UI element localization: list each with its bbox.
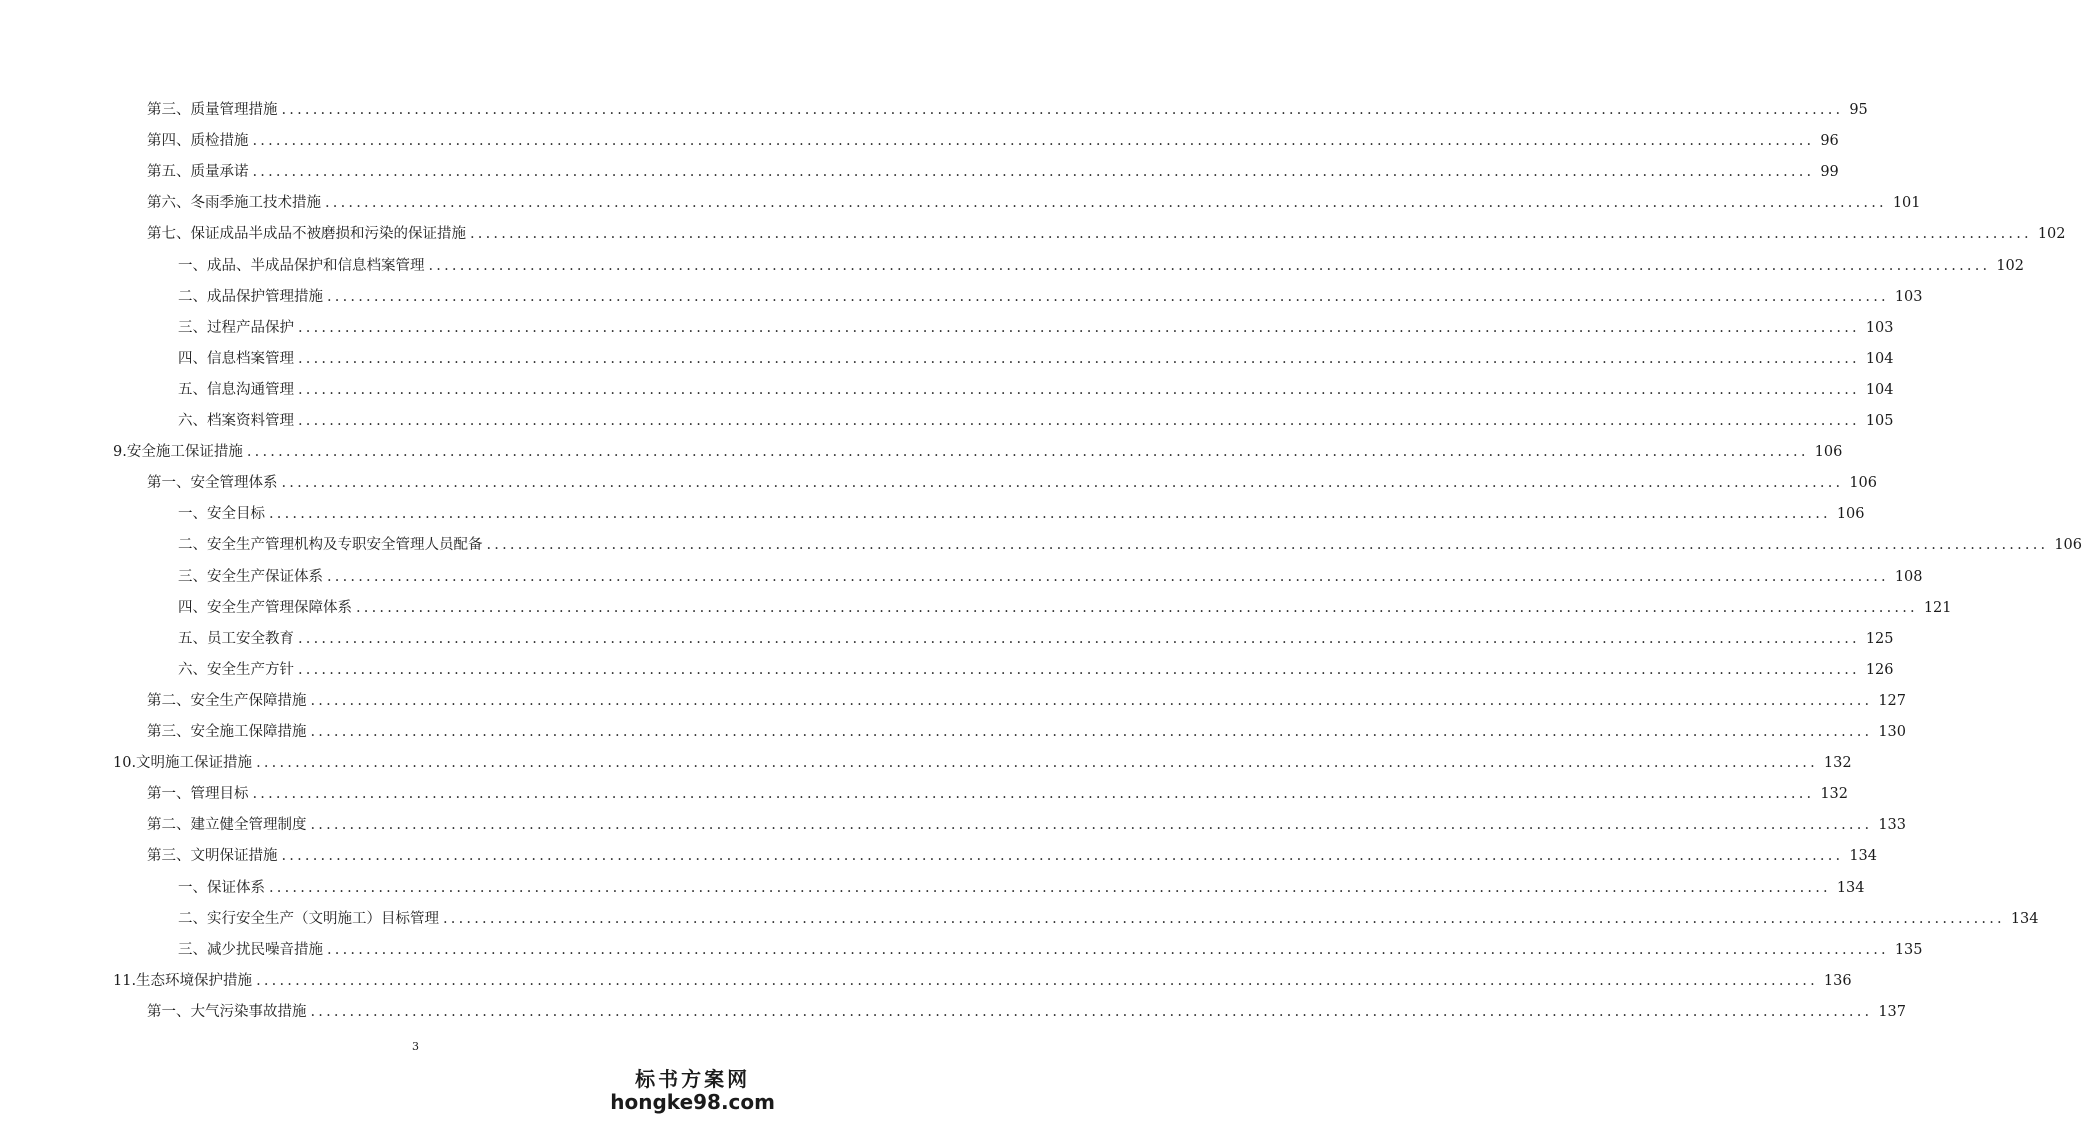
toc-dot-leader: ........................................................................................................................................................................................................ [256,972,1818,989]
toc-entry-page-number: 134 [1849,848,1878,865]
toc-entry[interactable] [147,473,1878,493]
toc-entry-page-number: 108 [1894,568,1923,585]
toc-entry-label: 一、安全目标 [178,506,265,523]
toc-entry-page-number: 125 [1865,630,1894,647]
toc-entry[interactable] [178,878,1865,898]
toc-dot-leader: ........................................................................................................................................................................................................ [310,724,1873,740]
toc-entry-page-number: 134 [1836,879,1865,896]
toc-entry-label: 四、信息档案管理 [178,350,294,367]
toc-entry[interactable] [178,504,1865,524]
toc-entry-label: 三、减少扰民噪音措施 [178,941,323,958]
toc-entry-page-number: 96 [1820,133,1839,150]
toc-entry-page-number: 106 [2054,537,2082,554]
toc-entry-label: 第三、质量管理措施 [147,102,278,118]
watermark-name: 标书方案网 [635,1067,751,1091]
toc-entry-label: 第二、建立健全管理制度 [147,817,307,834]
toc-entry[interactable] [178,660,1894,680]
toc-entry[interactable] [147,815,1907,835]
toc-entry-label: 第三、文明保证措施 [147,848,278,865]
toc-dot-leader: ........................................................................................................................................................................................................ [310,692,1873,709]
toc-entry[interactable] [178,535,2082,555]
toc-entry[interactable] [147,131,1839,151]
toc-dot-leader: ........................................................................................................................................................................................................ [281,102,1844,118]
toc-dot-leader: ........................................................................................................................................................................................................ [356,599,1918,616]
toc-entry[interactable] [178,318,1894,338]
toc-entry[interactable] [147,1002,1907,1022]
toc-entry-page-number: 134 [2010,910,2039,927]
toc-entry-label: 第六、冬雨季施工技术措施 [147,195,321,212]
watermark-url: hongke98.com [610,1090,775,1114]
toc-entry[interactable] [147,691,1907,711]
toc-entry[interactable] [113,442,1843,462]
toc-dot-leader: ........................................................................................................................................................................................................ [298,319,1860,336]
toc-dot-leader: ........................................................................................................................................................................................................ [428,257,1991,274]
toc-dot-leader: ........................................................................................................................................................................................................ [486,537,2049,554]
toc-entry[interactable] [113,753,1852,773]
toc-entry-label: 10.文明施工保证措施 [113,755,253,772]
watermark [610,1068,775,1114]
toc-dot-leader: ........................................................................................................................................................................................................ [252,133,1815,150]
toc-entry[interactable] [178,380,1894,400]
toc-entry-page-number: 127 [1878,692,1907,709]
toc-entry-page-number: 105 [1865,413,1894,429]
toc-dot-leader: ........................................................................................................................................................................................................ [281,848,1844,865]
toc-entry-page-number: 106 [1814,444,1843,461]
toc-dot-leader: ........................................................................................................................................................................................................ [298,350,1860,367]
toc-entry-page-number: 102 [2037,226,2066,243]
toc-entry-label: 第四、质检措施 [147,133,249,150]
toc-dot-leader: ........................................................................................................................................................................................................ [327,288,1889,305]
toc-entry-page-number: 132 [1823,755,1852,772]
toc-entry[interactable] [178,287,1923,307]
toc-entry-page-number: 136 [1823,972,1852,989]
toc-entry-page-number: 126 [1865,661,1894,678]
toc-dot-leader: ........................................................................................................................................................................................................ [327,568,1889,585]
toc-entry[interactable] [147,722,1907,742]
toc-dot-leader: ........................................................................................................................................................................................................ [298,381,1860,398]
toc-entry-page-number: 137 [1878,1003,1907,1020]
toc-dot-leader: ........................................................................................................................................................................................................ [252,786,1815,803]
toc-entry-label: 一、成品、半成品保护和信息档案管理 [178,257,425,274]
toc-entry[interactable] [113,971,1852,991]
toc-entry-label: 五、信息沟通管理 [178,381,294,398]
toc-dot-leader: ........................................................................................................................................................................................................ [298,630,1860,647]
toc-entry-label: 第一、管理目标 [147,786,249,803]
toc-entry[interactable] [178,940,1923,960]
toc-entry-label: 第三、安全施工保障措施 [147,724,307,740]
toc-dot-leader: ........................................................................................................................................................................................................ [281,475,1844,492]
toc-entry-page-number: 130 [1878,724,1907,740]
toc-dot-leader: ........................................................................................................................................................................................................ [298,661,1860,678]
toc-entry[interactable] [147,846,1878,866]
toc-entry[interactable] [147,224,2066,244]
toc-entry-label: 四、安全生产管理保障体系 [178,599,352,616]
toc-entry-page-number: 106 [1849,475,1878,492]
toc-entry[interactable] [178,411,1894,431]
toc-entry-label: 9.安全施工保证措施 [113,444,243,461]
toc-entry[interactable] [178,598,1952,618]
toc-entry-page-number: 101 [1892,195,1921,212]
toc-entry-page-number: 135 [1894,941,1923,958]
toc-entry-page-number: 102 [1996,257,2025,274]
toc-entry-label: 二、实行安全生产（文明施工）目标管理 [178,910,439,927]
toc-dot-leader: ........................................................................................................................................................................................................ [310,1003,1873,1020]
toc-entry[interactable] [178,629,1894,649]
toc-entry-label: 六、档案资料管理 [178,413,294,429]
toc-dot-leader: ........................................................................................................................................................................................................ [298,413,1860,429]
toc-entry-page-number: 103 [1894,288,1923,305]
toc-entry-page-number: 103 [1865,319,1894,336]
toc-dot-leader: ........................................................................................................................................................................................................ [269,879,1831,896]
toc-entry[interactable] [147,193,1921,213]
toc-entry[interactable] [147,784,1849,804]
toc-entry-label: 五、员工安全教育 [178,630,294,647]
toc-entry-page-number: 104 [1865,381,1894,398]
toc-dot-leader: ........................................................................................................................................................................................................ [327,941,1889,958]
toc-entry[interactable] [147,100,1868,120]
page-number: 3 [412,1040,419,1053]
toc-entry[interactable] [178,909,2039,929]
toc-entry[interactable] [178,567,1923,587]
toc-entry-label: 第七、保证成品半成品不被磨损和污染的保证措施 [147,226,466,243]
toc-entry-page-number: 104 [1865,350,1894,367]
toc-entry-label: 11.生态环境保护措施 [113,972,253,989]
toc-entry-page-number: 121 [1923,599,1952,616]
toc-entry-label: 第二、安全生产保障措施 [147,692,307,709]
toc-entry-label: 一、保证体系 [178,879,265,896]
toc-dot-leader: ........................................................................................................................................................................................................ [325,195,1887,212]
toc-dot-leader: ........................................................................................................................................................................................................ [252,164,1815,181]
toc-entry-page-number: 106 [1836,506,1865,523]
toc-entry-page-number: 133 [1878,817,1907,834]
toc-entry-label: 第一、安全管理体系 [147,475,278,492]
toc-entry-label: 第五、质量承诺 [147,164,249,181]
toc-dot-leader: ........................................................................................................................................................................................................ [310,817,1873,834]
toc-entry-page-number: 132 [1820,786,1849,803]
toc-entry-label: 三、过程产品保护 [178,319,294,336]
toc-dot-leader: ........................................................................................................................................................................................................ [470,226,2032,243]
toc-entry-label: 二、成品保护管理措施 [178,288,323,305]
toc-entry-page-number: 99 [1820,164,1839,181]
toc-dot-leader: ........................................................................................................................................................................................................ [443,910,2005,927]
toc-entry-label: 六、安全生产方针 [178,661,294,678]
toc-dot-leader: ........................................................................................................................................................................................................ [246,444,1809,461]
toc-entry-label: 第一、大气污染事故措施 [147,1003,307,1020]
toc-dot-leader: ........................................................................................................................................................................................................ [256,755,1818,772]
toc-dot-leader: ........................................................................................................................................................................................................ [269,506,1831,523]
toc-entry[interactable] [147,162,1839,182]
toc-entry-label: 二、安全生产管理机构及专职安全管理人员配备 [178,537,483,554]
toc-entry[interactable] [178,256,2025,276]
toc-entry[interactable] [178,349,1894,369]
toc-entry-label: 三、安全生产保证体系 [178,568,323,585]
toc-entry-page-number: 95 [1849,102,1868,118]
